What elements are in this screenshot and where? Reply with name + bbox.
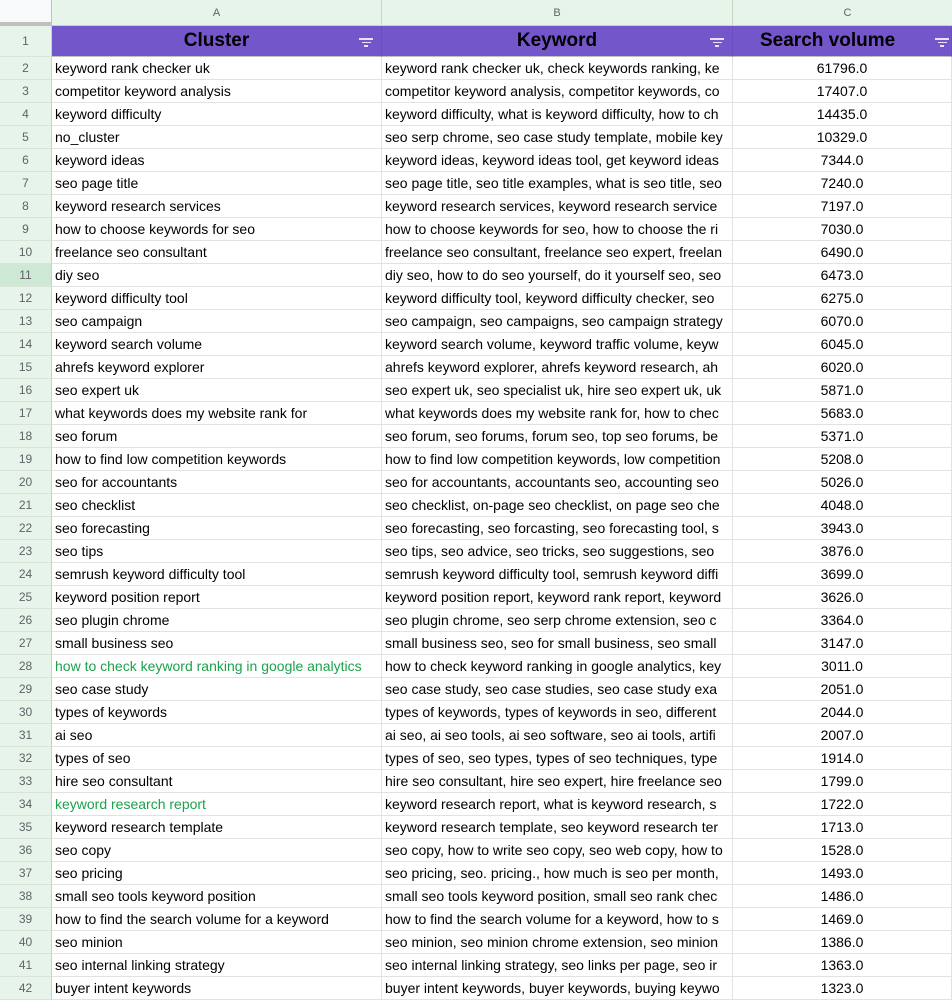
table-row [0,793,952,816]
keyword-cell[interactable]: types of seo, seo types, types of seo techniques, type [382,747,733,770]
cluster-cell[interactable]: keyword research report [52,793,382,816]
keyword-cell[interactable]: seo pricing, seo. pricing., how much is seo per month, [382,862,733,885]
row-number[interactable]: 39 [0,908,52,931]
keyword-cell[interactable]: buyer intent keywords, buyer keywords, buying keywo [382,977,733,1000]
search-volume-cell[interactable]: 5371.0 [733,425,952,448]
cluster-cell[interactable]: no_cluster [52,126,382,149]
cluster-cell[interactable]: what keywords does my website rank for [52,402,382,425]
row-number[interactable]: 11 [0,264,52,287]
cluster-cell[interactable]: freelance seo consultant [52,241,382,264]
row-number[interactable]: 14 [0,333,52,356]
search-volume-cell[interactable]: 3943.0 [733,517,952,540]
keyword-cell[interactable]: keyword research template, seo keyword research ter [382,816,733,839]
table-row [0,149,952,172]
cluster-cell[interactable]: seo minion [52,931,382,954]
row-number[interactable]: 23 [0,540,52,563]
row-number[interactable]: 21 [0,494,52,517]
search-volume-cell[interactable]: 1363.0 [733,954,952,977]
cluster-cell[interactable]: seo copy [52,839,382,862]
search-volume-cell[interactable]: 14435.0 [733,103,952,126]
cluster-cell[interactable]: small seo tools keyword position [52,885,382,908]
search-volume-cell[interactable]: 1493.0 [733,862,952,885]
row-number[interactable]: 7 [0,172,52,195]
cluster-cell[interactable]: seo tips [52,540,382,563]
row-number[interactable]: 15 [0,356,52,379]
cluster-cell[interactable]: seo campaign [52,310,382,333]
search-volume-cell[interactable]: 10329.0 [733,126,952,149]
table-row [0,310,952,333]
row-number[interactable]: 20 [0,471,52,494]
search-volume-cell[interactable]: 6070.0 [733,310,952,333]
row-number[interactable]: 22 [0,517,52,540]
table-row [0,839,952,862]
data-rows [0,57,952,1000]
cluster-cell[interactable]: hire seo consultant [52,770,382,793]
row-number[interactable]: 33 [0,770,52,793]
keyword-cell[interactable]: seo minion, seo minion chrome extension, seo minion [382,931,733,954]
row-number[interactable]: 3 [0,80,52,103]
keyword-cell[interactable]: seo tips, seo advice, seo tricks, seo suggestions, seo [382,540,733,563]
keyword-cell[interactable]: how to find low competition keywords, low competition [382,448,733,471]
search-volume-header-label: Search volume [760,30,896,51]
filter-icon[interactable] [935,38,949,48]
keyword-cell[interactable]: seo for accountants, accountants seo, accounting seo [382,471,733,494]
keyword-cell[interactable]: keyword search volume, keyword traffic volume, keyw [382,333,733,356]
column-header-c[interactable]: C [733,0,952,26]
table-row [0,885,952,908]
keyword-cell[interactable]: how to find the search volume for a keyword, how to s [382,908,733,931]
cluster-cell[interactable]: seo forecasting [52,517,382,540]
search-volume-cell[interactable]: 5683.0 [733,402,952,425]
cluster-cell[interactable]: competitor keyword analysis [52,80,382,103]
table-row [0,57,952,80]
row-number[interactable]: 37 [0,862,52,885]
row-number[interactable]: 2 [0,57,52,80]
keyword-cell[interactable]: seo checklist, on-page seo checklist, on page seo che [382,494,733,517]
keyword-cell[interactable]: ai seo, ai seo tools, ai seo software, seo ai tools, artifi [382,724,733,747]
table-row [0,356,952,379]
table-row [0,195,952,218]
row-number[interactable]: 6 [0,149,52,172]
row-number[interactable]: 35 [0,816,52,839]
search-volume-cell[interactable]: 1799.0 [733,770,952,793]
keyword-cell[interactable]: seo serp chrome, seo case study template, mobile key [382,126,733,149]
search-volume-cell[interactable]: 1713.0 [733,816,952,839]
row-number[interactable]: 29 [0,678,52,701]
table-row [0,333,952,356]
search-volume-cell[interactable]: 1323.0 [733,977,952,1000]
cluster-cell[interactable]: keyword research services [52,195,382,218]
search-volume-cell[interactable]: 1469.0 [733,908,952,931]
cluster-cell[interactable]: seo pricing [52,862,382,885]
search-volume-cell[interactable]: 3876.0 [733,540,952,563]
table-row [0,287,952,310]
column-header-a[interactable]: A [52,0,382,26]
column-header-row [0,0,952,26]
table-row [0,701,952,724]
search-volume-cell[interactable]: 5208.0 [733,448,952,471]
cluster-cell[interactable]: seo page title [52,172,382,195]
row-number[interactable]: 16 [0,379,52,402]
search-volume-cell[interactable]: 3364.0 [733,609,952,632]
cluster-cell[interactable]: seo plugin chrome [52,609,382,632]
table-row [0,586,952,609]
cluster-cell[interactable]: keyword difficulty tool [52,287,382,310]
keyword-cell[interactable]: seo case study, seo case studies, seo case study exa [382,678,733,701]
table-row [0,678,952,701]
keyword-cell[interactable]: keyword ideas, keyword ideas tool, get keyword ideas [382,149,733,172]
cluster-cell[interactable]: types of keywords [52,701,382,724]
search-volume-cell[interactable]: 6045.0 [733,333,952,356]
table-row [0,218,952,241]
header-row [0,26,952,57]
search-volume-cell[interactable]: 2051.0 [733,678,952,701]
keyword-cell[interactable]: keyword rank checker uk, check keywords ranking, ke [382,57,733,80]
column-header-b[interactable]: B [382,0,733,26]
row-number[interactable]: 24 [0,563,52,586]
table-row [0,379,952,402]
search-volume-cell[interactable]: 17407.0 [733,80,952,103]
search-volume-cell[interactable]: 2007.0 [733,724,952,747]
cluster-cell[interactable]: small business seo [52,632,382,655]
row-number[interactable]: 38 [0,885,52,908]
row-number[interactable]: 19 [0,448,52,471]
row-number[interactable]: 10 [0,241,52,264]
row-number[interactable]: 18 [0,425,52,448]
row-number[interactable]: 5 [0,126,52,149]
table-row [0,241,952,264]
row-number[interactable]: 4 [0,103,52,126]
cluster-cell[interactable]: seo internal linking strategy [52,954,382,977]
cluster-cell[interactable]: ahrefs keyword explorer [52,356,382,379]
keyword-cell[interactable]: seo page title, seo title examples, what is seo title, seo [382,172,733,195]
table-row [0,264,952,287]
cluster-cell[interactable]: buyer intent keywords [52,977,382,1000]
table-row [0,816,952,839]
row-number[interactable]: 34 [0,793,52,816]
cluster-cell[interactable]: seo forum [52,425,382,448]
keyword-header-label: Keyword [516,30,598,51]
search-volume-cell[interactable]: 6490.0 [733,241,952,264]
keyword-cell[interactable]: seo expert uk, seo specialist uk, hire seo expert uk, uk [382,379,733,402]
row-number[interactable]: 28 [0,655,52,678]
keyword-cell[interactable]: diy seo, how to do seo yourself, do it yourself seo, seo [382,264,733,287]
search-volume-cell[interactable]: 3011.0 [733,655,952,678]
cluster-header-label: Cluster [183,30,250,51]
table-row [0,770,952,793]
keyword-cell[interactable]: how to check keyword ranking in google analytics, key [382,655,733,678]
table-row [0,724,952,747]
cluster-cell[interactable]: keyword research template [52,816,382,839]
keyword-cell[interactable]: how to choose keywords for seo, how to choose the ri [382,218,733,241]
table-row [0,632,952,655]
search-volume-cell[interactable]: 7344.0 [733,149,952,172]
keyword-cell[interactable]: competitor keyword analysis, competitor keywords, co [382,80,733,103]
cluster-cell[interactable]: keyword search volume [52,333,382,356]
keyword-cell[interactable]: small business seo, seo for small business, seo small [382,632,733,655]
search-volume-cell[interactable]: 7240.0 [733,172,952,195]
keyword-cell[interactable]: freelance seo consultant, freelance seo expert, freelan [382,241,733,264]
keyword-cell[interactable]: what keywords does my website rank for, how to chec [382,402,733,425]
search-volume-cell[interactable]: 1486.0 [733,885,952,908]
keyword-cell[interactable]: ahrefs keyword explorer, ahrefs keyword research, ah [382,356,733,379]
row-number[interactable]: 25 [0,586,52,609]
table-row [0,172,952,195]
row-number[interactable]: 36 [0,839,52,862]
table-row [0,655,952,678]
keyword-cell[interactable]: small seo tools keyword position, small seo rank chec [382,885,733,908]
cluster-cell[interactable]: how to find low competition keywords [52,448,382,471]
search-volume-header-cell[interactable] [733,26,952,57]
row-number[interactable]: 30 [0,701,52,724]
table-row [0,540,952,563]
table-row [0,862,952,885]
cluster-cell[interactable]: semrush keyword difficulty tool [52,563,382,586]
search-volume-cell[interactable]: 5871.0 [733,379,952,402]
row-number[interactable]: 31 [0,724,52,747]
search-volume-cell[interactable]: 1722.0 [733,793,952,816]
row-number[interactable]: 42 [0,977,52,1000]
keyword-cell[interactable]: semrush keyword difficulty tool, semrush keyword diffi [382,563,733,586]
cluster-cell[interactable]: keyword difficulty [52,103,382,126]
keyword-cell[interactable]: seo forum, seo forums, forum seo, top seo forums, be [382,425,733,448]
table-row [0,954,952,977]
keyword-cell[interactable]: seo copy, how to write seo copy, seo web copy, how to [382,839,733,862]
cluster-cell[interactable]: diy seo [52,264,382,287]
search-volume-cell[interactable]: 6275.0 [733,287,952,310]
keyword-cell[interactable]: keyword difficulty, what is keyword difficulty, how to ch [382,103,733,126]
filter-icon[interactable] [710,38,724,48]
cluster-cell[interactable]: keyword position report [52,586,382,609]
search-volume-cell[interactable]: 7197.0 [733,195,952,218]
keyword-cell[interactable]: keyword research report, what is keyword research, s [382,793,733,816]
keyword-cell[interactable]: keyword difficulty tool, keyword difficulty checker, seo [382,287,733,310]
keyword-cell[interactable]: seo campaign, seo campaigns, seo campaign strategy [382,310,733,333]
table-row [0,471,952,494]
select-all-corner[interactable] [0,0,52,26]
table-row [0,747,952,770]
keyword-cell[interactable]: keyword research services, keyword research service [382,195,733,218]
row-number[interactable]: 26 [0,609,52,632]
table-row [0,977,952,1000]
keyword-cell[interactable]: seo plugin chrome, seo serp chrome extension, seo c [382,609,733,632]
search-volume-cell[interactable]: 6020.0 [733,356,952,379]
row-number[interactable]: 8 [0,195,52,218]
search-volume-cell[interactable]: 5026.0 [733,471,952,494]
cluster-cell[interactable]: how to check keyword ranking in google analytics [52,655,382,678]
table-row [0,563,952,586]
table-row [0,425,952,448]
row-number[interactable]: 41 [0,954,52,977]
search-volume-cell[interactable]: 1914.0 [733,747,952,770]
cluster-cell[interactable]: seo for accountants [52,471,382,494]
search-volume-cell[interactable]: 3626.0 [733,586,952,609]
table-row [0,931,952,954]
search-volume-cell[interactable]: 2044.0 [733,701,952,724]
search-volume-cell[interactable]: 3699.0 [733,563,952,586]
table-row [0,402,952,425]
search-volume-cell[interactable]: 6473.0 [733,264,952,287]
table-row [0,103,952,126]
cluster-cell[interactable]: how to find the search volume for a keyword [52,908,382,931]
table-row [0,517,952,540]
row-number[interactable]: 9 [0,218,52,241]
cluster-cell[interactable]: seo checklist [52,494,382,517]
table-row [0,908,952,931]
cluster-cell[interactable]: ai seo [52,724,382,747]
search-volume-cell[interactable]: 61796.0 [733,57,952,80]
cluster-cell[interactable]: how to choose keywords for seo [52,218,382,241]
keyword-cell[interactable]: seo forecasting, seo forcasting, seo forecasting tool, s [382,517,733,540]
search-volume-cell[interactable]: 1528.0 [733,839,952,862]
cluster-cell[interactable]: keyword rank checker uk [52,57,382,80]
search-volume-cell[interactable]: 7030.0 [733,218,952,241]
search-volume-cell[interactable]: 4048.0 [733,494,952,517]
keyword-header-cell[interactable] [382,26,733,57]
cluster-cell[interactable]: types of seo [52,747,382,770]
keyword-cell[interactable]: keyword position report, keyword rank report, keyword [382,586,733,609]
keyword-cell[interactable]: hire seo consultant, hire seo expert, hire freelance seo [382,770,733,793]
row-number[interactable]: 13 [0,310,52,333]
table-row [0,448,952,471]
table-row [0,126,952,149]
search-volume-cell[interactable]: 1386.0 [733,931,952,954]
cluster-cell[interactable]: seo expert uk [52,379,382,402]
cluster-cell[interactable]: seo case study [52,678,382,701]
filter-icon[interactable] [359,38,373,48]
keyword-cell[interactable]: types of keywords, types of keywords in seo, different [382,701,733,724]
keyword-cell[interactable]: seo internal linking strategy, seo links per page, seo ir [382,954,733,977]
row-number[interactable]: 12 [0,287,52,310]
row-number[interactable]: 17 [0,402,52,425]
table-row [0,609,952,632]
row-number[interactable]: 27 [0,632,52,655]
row-number[interactable]: 40 [0,931,52,954]
table-row [0,494,952,517]
cluster-cell[interactable]: keyword ideas [52,149,382,172]
table-row [0,80,952,103]
row-number[interactable]: 1 [0,26,52,57]
search-volume-cell[interactable]: 3147.0 [733,632,952,655]
cluster-header-cell[interactable] [52,26,382,57]
row-number[interactable]: 32 [0,747,52,770]
